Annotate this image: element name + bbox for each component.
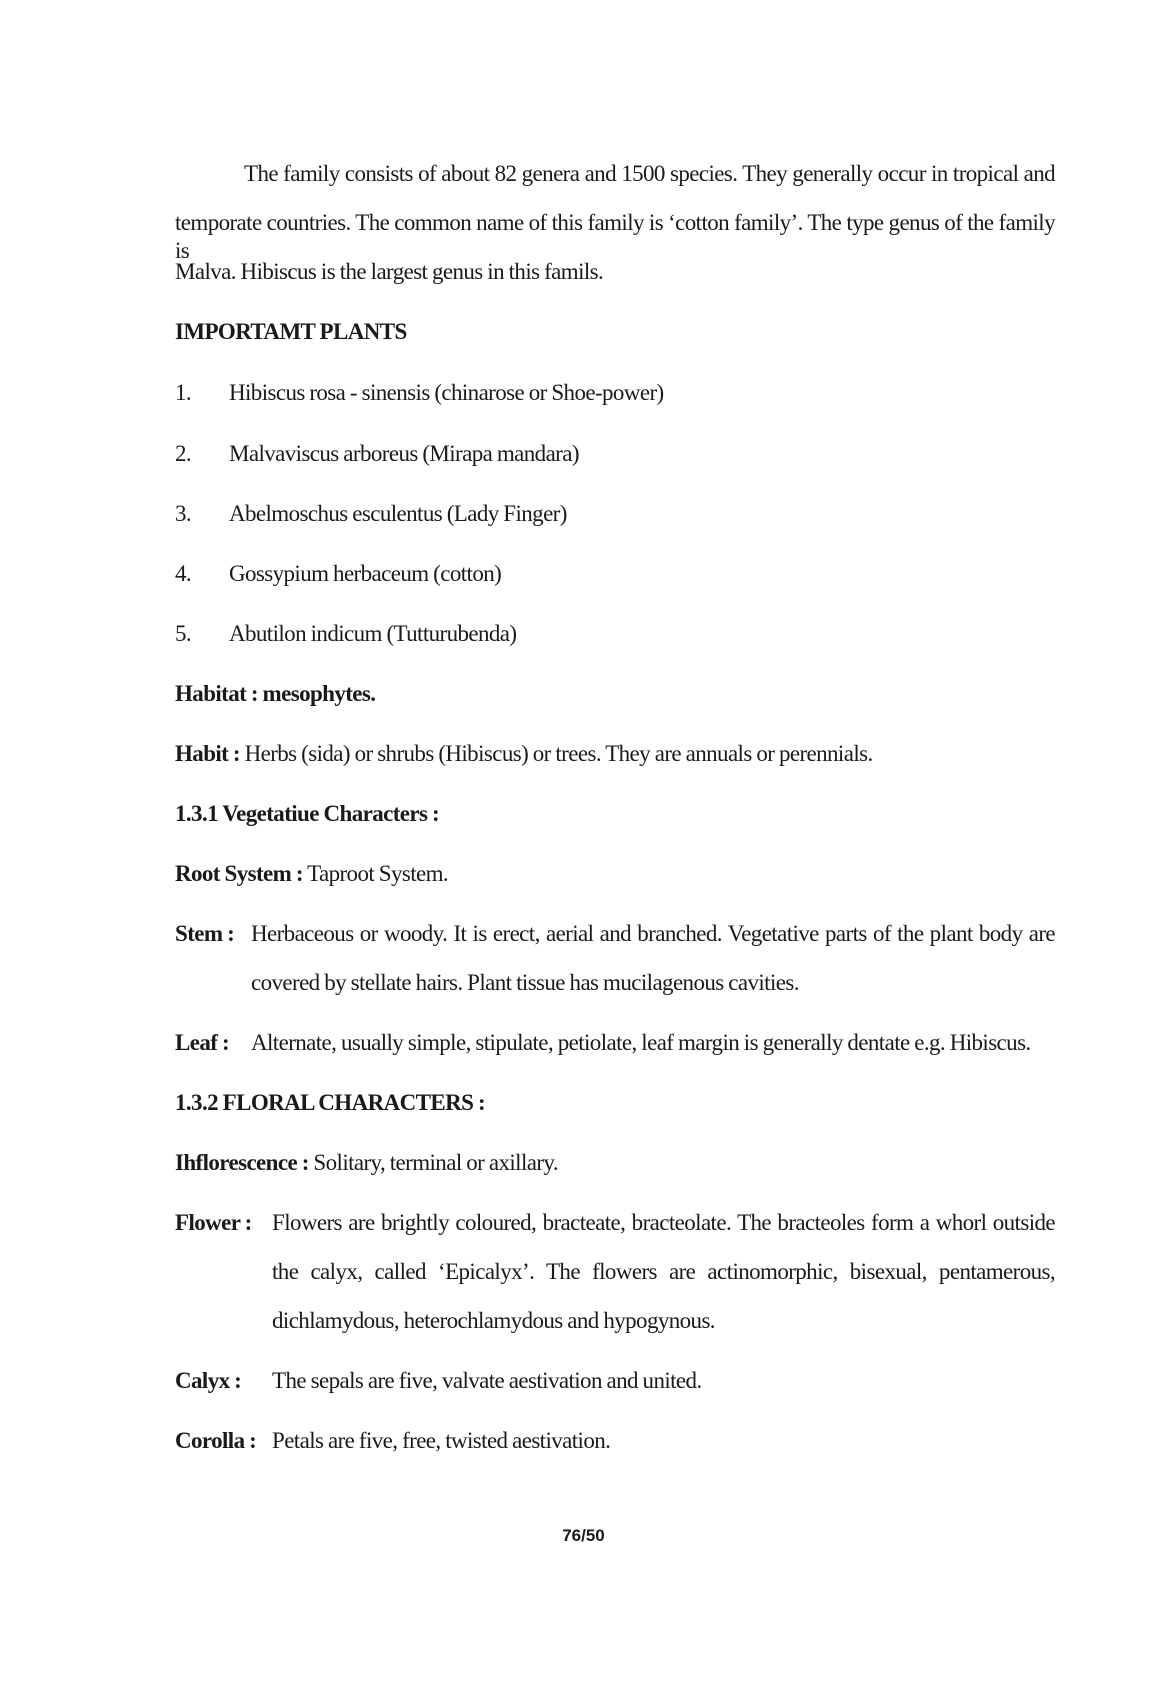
flower-text-2: the calyx, called ‘Epicalyx’. The flowers are actinomorphic, bisexual, pentamerous, xyxy=(272,1259,1055,1284)
leaf-text: Alternate, usually simple, stipulate, petiolate, leaf margin is generally dentate e.g. Hibiscus. xyxy=(251,1030,1031,1055)
list-item xyxy=(175,620,516,648)
floral-heading xyxy=(175,1089,485,1117)
vegetative-heading xyxy=(175,800,439,828)
leaf-label: Leaf : xyxy=(175,1030,230,1055)
important-plants-heading xyxy=(175,318,407,346)
heading-text: 1.3.1 Vegetatiue Characters : xyxy=(175,801,440,826)
inflorescence-text: Solitary, terminal or axillary. xyxy=(308,1150,558,1175)
leaf-line xyxy=(175,1029,1031,1057)
calyx-label: Calyx : xyxy=(175,1368,242,1393)
list-text: Malvaviscus arboreus (Mirapa mandara) xyxy=(229,441,579,466)
root-label: Root System : xyxy=(175,861,303,886)
list-text: Abutilon indicum (Tutturubenda) xyxy=(229,621,517,646)
list-item xyxy=(175,500,567,528)
list-item xyxy=(175,440,579,468)
heading-text: 1.3.2 FLORAL CHARACTERS : xyxy=(175,1090,486,1115)
list-text: Abelmoschus esculentus (Lady Finger) xyxy=(229,501,567,526)
list-number: 4. xyxy=(175,561,192,586)
list-number: 5. xyxy=(175,621,192,646)
corolla-line xyxy=(175,1427,610,1455)
stem-label: Stem : xyxy=(175,921,235,946)
intro-line-1: The family consists of about 82 genera and 1500 species. They generally occur in tropical and xyxy=(244,161,1055,186)
corolla-text: Petals are five, free, twisted aestivation. xyxy=(272,1428,611,1453)
habitat-line xyxy=(175,680,375,708)
list-text: Gossypium herbaceum (cotton) xyxy=(229,561,502,586)
stem-text-1: Herbaceous or woody. It is erect, aerial and branched. Vegetative parts of the plant body are xyxy=(251,921,1055,946)
page-number: 76/50 xyxy=(562,1526,605,1545)
list-item xyxy=(175,379,664,407)
list-number: 3. xyxy=(175,501,192,526)
list-text: Hibiscus rosa - sinensis (chinarose or Shoe-power) xyxy=(229,380,664,405)
inflorescence-label: Ihflorescence : xyxy=(175,1150,309,1175)
list-item xyxy=(175,560,501,588)
habitat-text: Habitat : mesophytes. xyxy=(175,681,376,706)
intro-line-2: temporate countries. The common name of this family is ‘cotton family’. The type genus of the family is xyxy=(175,210,1055,263)
corolla-label: Corolla : xyxy=(175,1428,257,1453)
flower-text-3: dichlamydous, heterochlamydous and hypogynous. xyxy=(272,1308,715,1333)
inflorescence-line xyxy=(175,1149,558,1177)
root-system-line xyxy=(175,860,448,888)
intro-line-3: Malva. Hibiscus is the largest genus in this famils. xyxy=(175,259,604,284)
calyx-text: The sepals are five, valvate aestivation and united. xyxy=(272,1368,702,1393)
stem-text-2: covered by stellate hairs. Plant tissue has mucilagenous cavities. xyxy=(251,970,799,995)
habit-text: Herbs (sida) or shrubs (Hibiscus) or trees. They are annuals or perennials. xyxy=(239,741,873,766)
flower-label: Flower : xyxy=(175,1210,252,1235)
habit-line xyxy=(175,740,873,768)
heading-text: IMPORTAMT PLANTS xyxy=(175,319,407,344)
list-number: 2. xyxy=(175,441,192,466)
stem-line-1 xyxy=(175,920,251,948)
root-text: Taproot System. xyxy=(302,861,449,886)
habit-label: Habit : xyxy=(175,741,240,766)
flower-text-1: Flowers are brightly coloured, bracteate, bracteolate. The bracteoles form a whorl outside xyxy=(272,1210,1055,1235)
calyx-line xyxy=(175,1367,702,1395)
list-number: 1. xyxy=(175,380,192,405)
flower-label-line xyxy=(175,1209,272,1237)
